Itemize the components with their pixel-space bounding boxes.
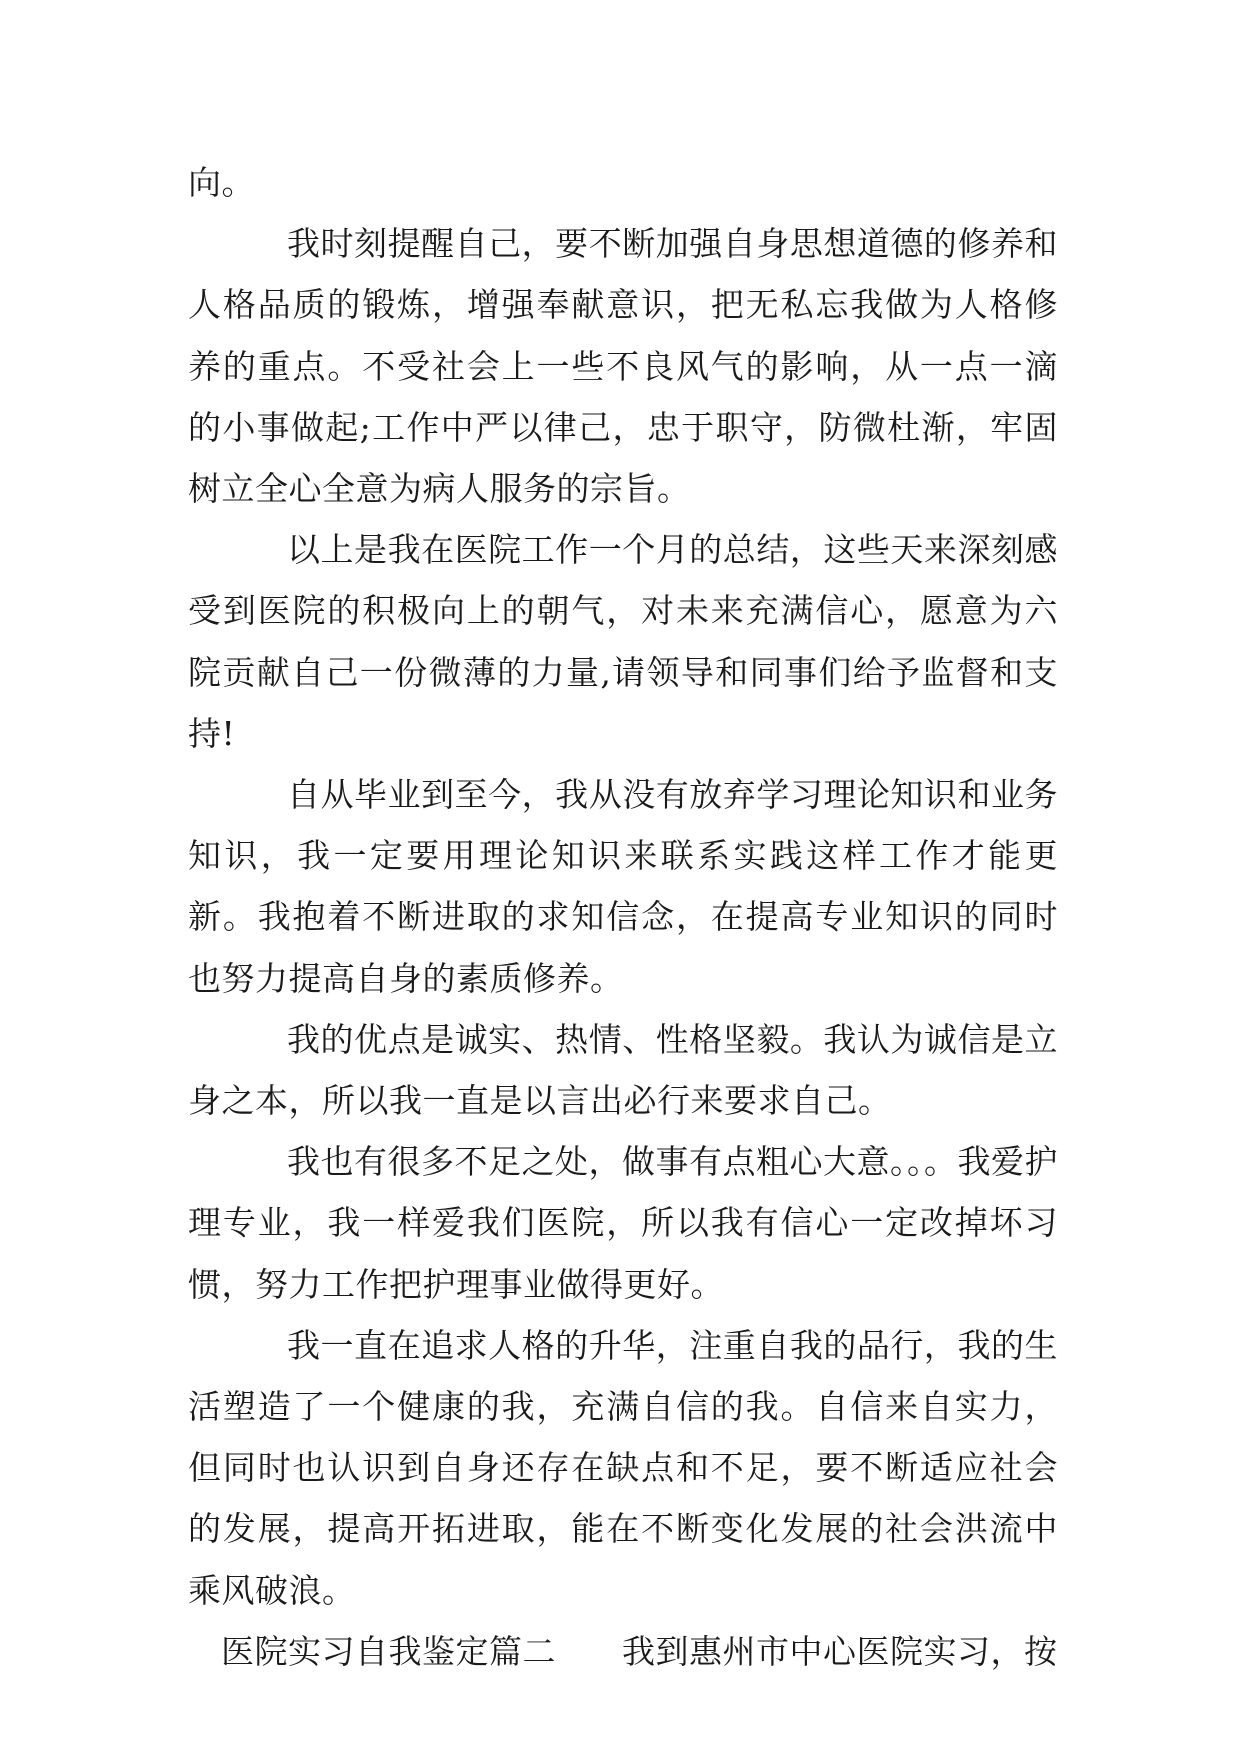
section-heading-line <box>188 1621 1058 1682</box>
section-first-line: 我到惠州市中心医院实习，按 <box>622 1631 1058 1671</box>
paragraph-1: 向。 <box>188 163 255 202</box>
paragraph-2: 我时刻提醒自己，要不断加强自身思想道德的修养和人格品质的锻炼，增强奉献意识，把无私忘我做为人格修养的重点。不受社会上一些不良风气的影响，从一点一滴的小事做起;工作中严以律己，忠于职守，防微杜渐，牢固树立全心全意为病人服务的宗旨。 <box>188 224 1058 509</box>
paragraph-5: 我的优点是诚实、热情、性格坚毅。我认为诚信是立身之本，所以我一直是以言出必行来要求自己。 <box>188 1019 1058 1121</box>
paragraph-7: 我一直在追求人格的升华，注重自我的品行，我的生活塑造了一个健康的我，充满自信的我。自信来自实力，但同时也认识到自身还存在缺点和不足，要不断适应社会的发展，提高开拓进取，能在不断变化发展的社会洪流中乘风破浪。 <box>188 1325 1058 1610</box>
document-body <box>188 152 1058 1682</box>
paragraph-4: 自从毕业到至今，我从没有放弃学习理论知识和业务知识，我一定要用理论知识来联系实践这样工作才能更新。我抱着不断进取的求知信念，在提高专业知识的同时也努力提高自身的素质修养。 <box>188 775 1058 998</box>
paragraph-3: 以上是我在医院工作一个月的总结，这些天来深刻感受到医院的积极向上的朝气，对未来充满信心，愿意为六院贡献自己一份微薄的力量,请领导和同事们给予监督和支持! <box>188 530 1058 753</box>
section-heading: 医院实习自我鉴定篇二 <box>221 1631 556 1671</box>
paragraph-6: 我也有很多不足之处，做事有点粗心大意。。。我爱护理专业，我一样爱我们医院，所以我有信心一定改掉坏习惯，努力工作把护理事业做得更好。 <box>188 1142 1058 1304</box>
